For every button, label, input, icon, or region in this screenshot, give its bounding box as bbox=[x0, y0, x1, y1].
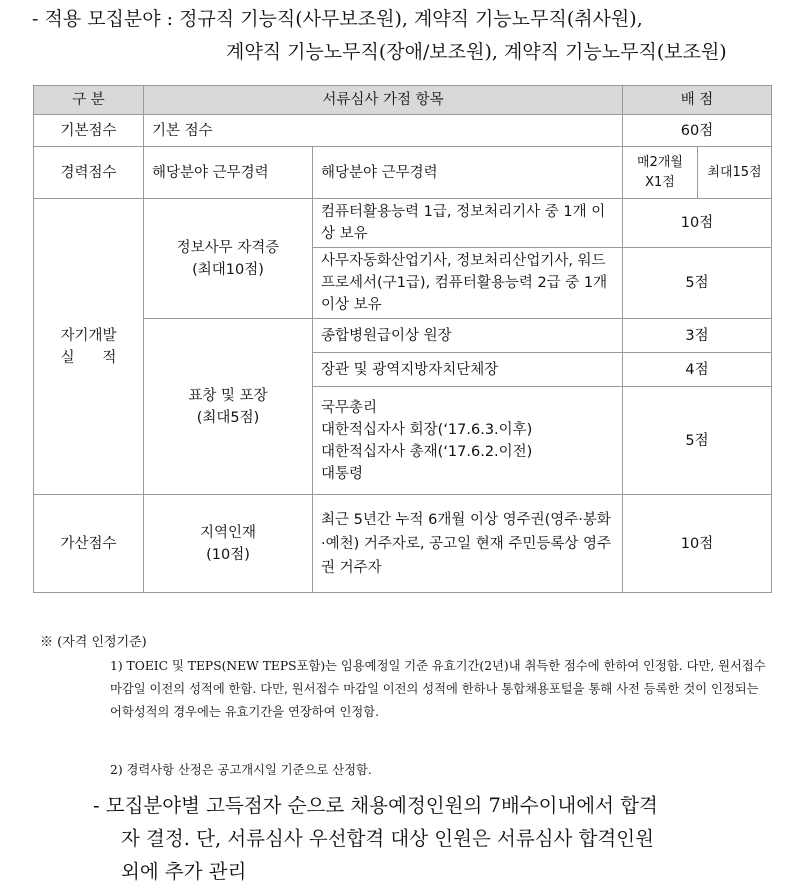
basic-category: 기본점수 bbox=[34, 115, 144, 147]
selection-line3: 외에 추가 관리 bbox=[121, 860, 247, 883]
selection-line1: - 모집분야별 고득점자 순으로 채용예정인원의 7배수이내에서 합격 bbox=[93, 794, 658, 817]
eligible-fields-line2: 계약직 기능노무직(장애/보조원), 계약직 기능노무직(보조원) bbox=[226, 41, 727, 63]
cert-points-1: 10점 bbox=[623, 199, 772, 248]
selection-paragraph bbox=[93, 789, 783, 888]
self-dev-category-line2: 실 적 bbox=[60, 349, 117, 366]
header-items: 서류심사 가점 항목 bbox=[144, 86, 623, 115]
selection-line2: 자 결정. 단, 서류심사 우선합격 대상 인원은 서류심사 합격인원 bbox=[121, 827, 654, 850]
header-points: 배 점 bbox=[623, 86, 772, 115]
bonus-subcategory-line2: (10점) bbox=[206, 546, 250, 563]
award-points-1: 3점 bbox=[623, 319, 772, 353]
award-item-3-line4: 대통령 bbox=[321, 465, 364, 482]
table-row-cert-1 bbox=[34, 199, 772, 248]
eligible-fields-line1: - 적용 모집분야 : 정규직 기능직(사무보조원), 계약직 기능노무직(취사원), bbox=[32, 8, 643, 30]
cert-subcategory bbox=[144, 199, 313, 319]
document-screening-score-table bbox=[33, 85, 772, 593]
table-row-award-1 bbox=[34, 319, 772, 353]
criteria-note-2: 2) 경력사항 산정은 공고개시일 기준으로 산정함. bbox=[110, 763, 372, 777]
bonus-item: 최근 5년간 누적 6개월 이상 영주권(영주·봉화·예천) 거주자로, 공고일 현재 주민등록상 영주권 거주자 bbox=[313, 495, 623, 593]
career-rate-line1: 매2개월 bbox=[637, 154, 683, 170]
career-category: 경력점수 bbox=[34, 147, 144, 199]
self-dev-category bbox=[34, 199, 144, 495]
table-header-row bbox=[34, 86, 772, 115]
bonus-subcategory-line1: 지역인재 bbox=[199, 524, 257, 541]
career-rate bbox=[623, 147, 698, 199]
career-detail: 해당분야 근무경력 bbox=[313, 147, 623, 199]
award-subcategory-line1: 표창 및 포장 bbox=[188, 387, 268, 404]
award-item-3-line1: 국무총리 bbox=[321, 399, 378, 416]
award-subcategory-line2: (최대5점) bbox=[196, 409, 260, 426]
bonus-subcategory bbox=[144, 495, 313, 593]
bonus-points: 10점 bbox=[623, 495, 772, 593]
cert-item-1: 컴퓨터활용능력 1급, 정보처리기사 중 1개 이상 보유 bbox=[313, 199, 623, 248]
table-row-basic bbox=[34, 115, 772, 147]
basic-item: 기본 점수 bbox=[144, 115, 623, 147]
award-points-3: 5점 bbox=[623, 387, 772, 495]
career-max: 최대15점 bbox=[698, 147, 772, 199]
criteria-note-title: ※ (자격 인정기준) bbox=[40, 635, 147, 650]
award-item-3 bbox=[313, 387, 623, 495]
award-points-2: 4점 bbox=[623, 353, 772, 387]
cert-subcategory-line2: (최대10점) bbox=[192, 261, 264, 278]
career-subcategory: 해당분야 근무경력 bbox=[144, 147, 313, 199]
table-row-career bbox=[34, 147, 772, 199]
award-subcategory bbox=[144, 319, 313, 495]
award-item-3-line2: 대한적십자사 회장(‘17.6.3.이후) bbox=[321, 421, 533, 438]
self-dev-category-line1: 자기개발 bbox=[60, 327, 117, 344]
cert-subcategory-line1: 정보사무 자격증 bbox=[176, 239, 280, 256]
criteria-note-1: 1) TOEIC 및 TEPS(NEW TEPS포함)는 임용예정일 기준 유효기간(2년)내 취득한 점수에 한하여 인정함. 다만, 원서접수 마감일 이전의 성적에 한함. 다만, 원서접수 마감일 이전의 성적에 한하나 통합채용포털을 통해 사전 등록한 것이 인정되는 어학성적의 경우에는 유효기간을 연장하여 인정함. bbox=[110, 659, 766, 719]
header-category: 구 분 bbox=[34, 86, 144, 115]
award-item-2: 장관 및 광역지방자치단체장 bbox=[313, 353, 623, 387]
table-row-bonus bbox=[34, 495, 772, 593]
cert-item-2: 사무자동화산업기사, 정보처리산업기사, 워드프로세서(구1급), 컴퓨터활용능력 2급 중 1개 이상 보유 bbox=[313, 248, 623, 319]
award-item-1: 종합병원급이상 원장 bbox=[313, 319, 623, 353]
basic-points: 60점 bbox=[623, 115, 772, 147]
career-rate-line2: X1점 bbox=[645, 174, 675, 190]
cert-points-2: 5점 bbox=[623, 248, 772, 319]
award-item-3-line3: 대한적십자사 총재(‘17.6.2.이전) bbox=[321, 443, 533, 460]
bonus-category: 가산점수 bbox=[34, 495, 144, 593]
